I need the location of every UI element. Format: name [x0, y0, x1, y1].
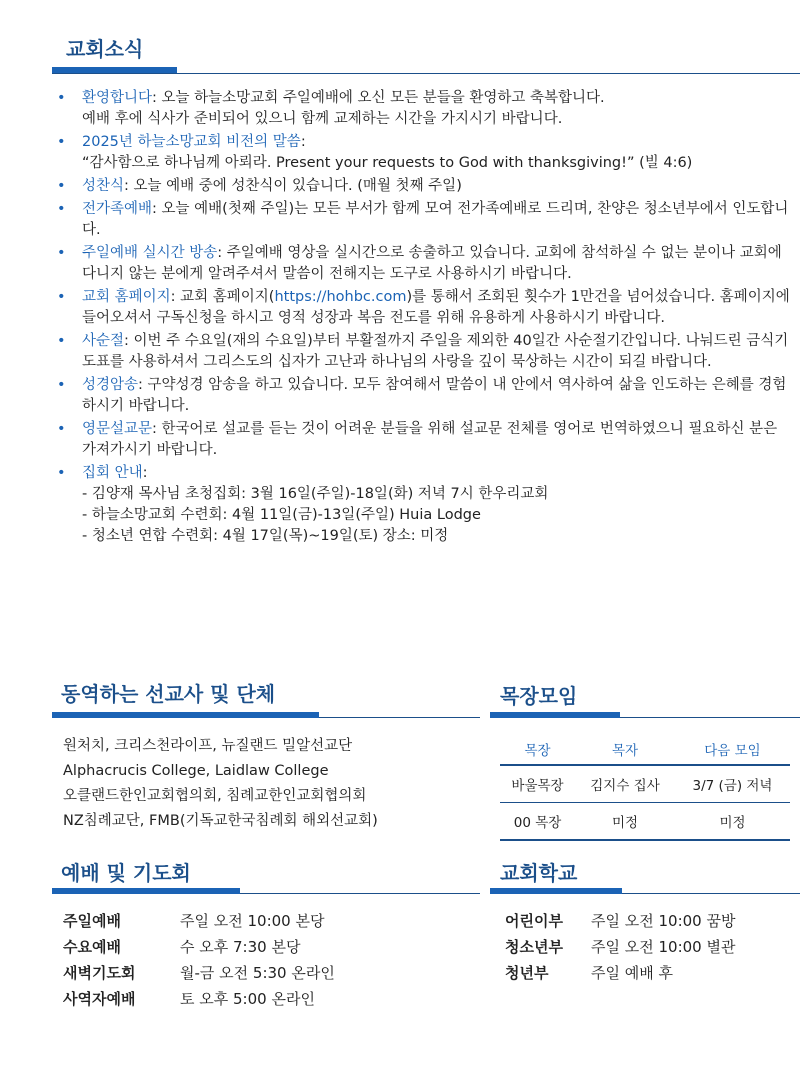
column-header: 목자 — [575, 736, 675, 765]
news-item-text: : 교회 홈페이지( — [170, 289, 275, 305]
schedule-value: 주일 오전 10:00 꿈방 — [591, 912, 736, 930]
schedule-label: 어린이부 — [505, 912, 563, 930]
news-item-text: : 오늘 하늘소망교회 주일예배에 오신 모든 분들을 환영하고 축복합니다. — [152, 90, 605, 106]
schedule-value: 주일 오전 10:00 본당 — [180, 912, 325, 930]
bullet-icon: • — [57, 289, 66, 305]
bullet-icon: • — [57, 201, 66, 217]
schedule-row — [505, 908, 735, 934]
news-item-family-worship — [57, 199, 792, 241]
worship-title: 예배 및 기도회 — [61, 861, 191, 885]
news-item-head: 성경암송 — [82, 377, 139, 393]
schedule-row — [63, 960, 335, 986]
school-title: 교회학교 — [500, 861, 578, 885]
table-cell: 바울목장 — [500, 765, 575, 803]
mission-line: NZ침례교단, FMB(기독교한국침례회 해외선교회) — [63, 813, 378, 829]
news-item-head: 사순절 — [82, 333, 125, 349]
news-item-head: 영문설교문 — [82, 421, 153, 437]
school-schedule — [505, 908, 735, 986]
event-line: - 청소년 연합 수련회: 4월 17일(목)~19일(토) 장소: 미정 — [82, 528, 449, 544]
schedule-value: 월-금 오전 5:30 온라인 — [180, 964, 335, 982]
bullet-icon: • — [57, 178, 66, 194]
news-item-head: 환영합니다 — [82, 90, 153, 106]
news-item-lent — [57, 331, 792, 373]
schedule-label: 청년부 — [505, 964, 549, 982]
table-header-row — [500, 736, 790, 765]
mokjang-title-bar — [490, 712, 620, 718]
news-item-text2: “감사함으로 하나님께 아뢰라. Present your requests to God with thanksgiving!” (빌 4:6) — [82, 155, 693, 171]
news-item-vision — [57, 132, 792, 174]
bullet-icon: • — [57, 465, 66, 481]
worship-schedule — [63, 908, 335, 1012]
mission-line: Alphacrucis College, Laidlaw College — [63, 763, 329, 779]
event-line: - 하늘소망교회 수련회: 4월 11일(금)-13일(주일) Huia Lodge — [82, 507, 481, 523]
event-line: - 김양재 목사님 초청집회: 3월 16일(주일)-18일(화) 저녁 7시 한우리교회 — [82, 486, 549, 502]
missions-title-bar — [52, 712, 319, 718]
table-cell: 00 목장 — [500, 803, 575, 841]
schedule-row — [63, 908, 335, 934]
news-item-live-stream — [57, 243, 792, 285]
table-row — [500, 803, 790, 841]
schedule-row — [63, 934, 335, 960]
schedule-label: 사역자예배 — [63, 990, 136, 1008]
news-item-head: 2025년 하늘소망교회 비전의 말씀 — [82, 134, 301, 150]
bullet-icon: • — [57, 90, 66, 106]
bullet-icon: • — [57, 377, 66, 393]
news-title-bar — [52, 67, 177, 73]
bullet-icon: • — [57, 245, 66, 261]
news-item-text2: 예배 후에 식사가 준비되어 있으니 함께 교제하는 시간을 가지시기 바랍니다. — [82, 111, 563, 127]
schedule-value: 수 오후 7:30 본당 — [180, 938, 301, 956]
schedule-label: 청소년부 — [505, 938, 563, 956]
schedule-value: 주일 예배 후 — [591, 964, 673, 982]
news-item-welcome — [57, 88, 792, 130]
bullet-icon: • — [57, 333, 66, 349]
missions-title: 동역하는 선교사 및 단체 — [61, 682, 276, 706]
news-item-text: : — [300, 134, 306, 150]
mission-line: 원처치, 크리스천라이프, 뉴질랜드 밀알선교단 — [63, 738, 353, 754]
bullet-icon: • — [57, 421, 66, 437]
news-item-text: : 구약성경 암송을 하고 있습니다. 모두 참여해서 말씀이 내 안에서 역사하여 삶을 인도하는 은혜를 경험하시기 바랍니다. — [82, 377, 787, 414]
schedule-row — [505, 960, 735, 986]
news-item-homepage — [57, 287, 792, 329]
news-item-head: 집회 안내 — [82, 465, 143, 481]
missions-list — [63, 734, 483, 834]
homepage-link[interactable]: https://hohbc.com — [274, 289, 407, 305]
mokjang-table — [500, 736, 790, 841]
news-item-head: 주일예배 실시간 방송 — [82, 245, 218, 261]
news-item-english-sermon — [57, 419, 792, 461]
schedule-label: 수요예배 — [63, 938, 121, 956]
table-cell: 미정 — [575, 803, 675, 841]
news-item-text: : 주일예배 영상을 실시간으로 송출하고 있습니다. 교회에 참석하실 수 없는 분이나 교회에 다니지 않는 분에게 알려주셔서 말씀이 전해지는 도구로 사용하시기 바랍니다. — [82, 245, 782, 282]
worship-title-bar — [52, 888, 240, 894]
mission-line: 오클랜드한인교회협의회, 침례교한인교회협의회 — [63, 788, 367, 804]
schedule-value: 토 오후 5:00 온라인 — [180, 990, 315, 1008]
table-row — [500, 765, 790, 803]
column-header: 목장 — [500, 736, 575, 765]
mokjang-title: 목장모임 — [500, 684, 578, 708]
news-title-rule — [52, 73, 800, 74]
news-item-text: : 한국어로 설교를 듣는 것이 어려운 분들을 위해 설교문 전체를 영어로 번역하였으니 필요하신 분은 가져가시기 바랍니다. — [82, 421, 778, 458]
news-item-text: : — [142, 465, 148, 481]
news-item-events — [57, 463, 792, 547]
news-item-communion — [57, 176, 792, 197]
news-list — [57, 88, 792, 549]
schedule-label: 주일예배 — [63, 912, 121, 930]
schedule-row — [505, 934, 735, 960]
school-title-bar — [490, 888, 622, 894]
news-item-head: 성찬식 — [82, 178, 125, 194]
news-title: 교회소식 — [66, 37, 144, 61]
column-header: 다음 모임 — [675, 736, 790, 765]
news-item-bible-memory — [57, 375, 792, 417]
schedule-label: 새벽기도회 — [63, 964, 136, 982]
table-cell: 김지수 집사 — [575, 765, 675, 803]
news-item-text-after: )를 통해서 조회된 횟수가 1만건을 넘어섰습니다. 홈페이지에 들어오셔서 구독신청을 하시고 영적 성장과 복음 전도를 위해 유용하게 사용하시기 바랍니다. — [82, 289, 790, 326]
news-item-head: 전가족예배 — [82, 201, 153, 217]
news-item-text: : 오늘 예배(첫째 주일)는 모든 부서가 함께 모여 전가족예배로 드리며, 찬양은 청소년부에서 인도합니다. — [82, 201, 789, 238]
news-item-head: 교회 홈페이지 — [82, 289, 171, 305]
schedule-row — [63, 986, 335, 1012]
bullet-icon: • — [57, 134, 66, 150]
schedule-value: 주일 오전 10:00 별관 — [591, 938, 736, 956]
news-item-text: : 이번 주 수요일(재의 수요일)부터 부활절까지 주일을 제외한 40일간 사순절기간입니다. 나눠드린 금식기도표를 사용하셔서 그리스도의 십자가 고난과 하나님의 사랑을 깊이 묵상하는 시간이 되길 바랍니다. — [82, 333, 789, 370]
news-item-text: : 오늘 예배 중에 성찬식이 있습니다. (매월 첫째 주일) — [124, 178, 462, 194]
table-cell: 3/7 (금) 저녁 — [675, 765, 790, 803]
table-cell: 미정 — [675, 803, 790, 841]
